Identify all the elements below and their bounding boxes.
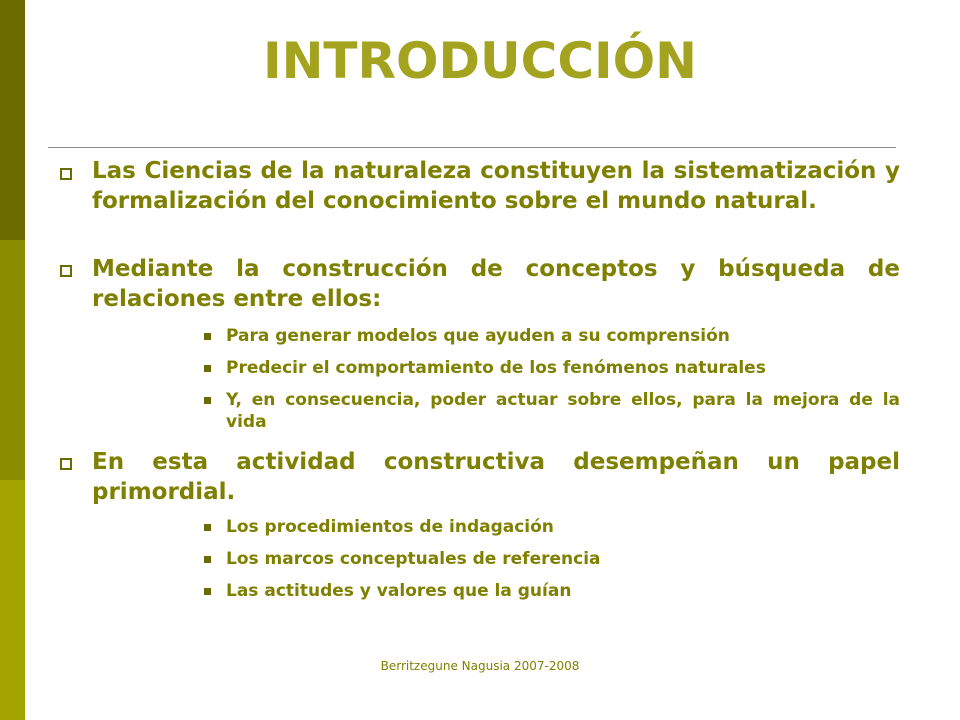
sub-bullet-text: Y, en consecuencia, poder actuar sobre ellos, para la mejora de la vida	[226, 390, 900, 432]
hollow-square-bullet-icon	[60, 458, 72, 470]
square-sub-bullet-icon	[204, 397, 211, 404]
sub-bullet-text: Los procedimientos de indagación	[226, 517, 554, 537]
left-accent-band-middle	[0, 240, 25, 480]
bullet-text: En esta actividad constructiva desempeñan un papel primordial.	[92, 449, 900, 505]
bullet-text: Las Ciencias de la naturaleza constituyen la sistematización y formalización del conocimiento sobre el mundo natural.	[92, 158, 900, 214]
square-sub-bullet-icon	[204, 365, 211, 372]
square-sub-bullet-icon	[204, 556, 211, 563]
sub-bullet-text: Predecir el comportamiento de los fenómenos naturales	[226, 358, 766, 378]
hollow-square-bullet-icon	[60, 168, 72, 180]
sub-bullet-text: Las actitudes y valores que la guían	[226, 581, 572, 601]
hollow-square-bullet-icon	[60, 265, 72, 277]
square-sub-bullet-icon	[204, 333, 211, 340]
bullet-text: Mediante la construcción de conceptos y búsqueda de relaciones entre ellos:	[92, 256, 900, 312]
sub-bullet-text: Los marcos conceptuales de referencia	[226, 549, 601, 569]
square-sub-bullet-icon	[204, 588, 211, 595]
left-accent-band-bottom	[0, 480, 25, 720]
title-divider	[48, 147, 896, 148]
left-accent-band-top	[0, 0, 25, 240]
slide-footer: Berritzegune Nagusia 2007-2008	[380, 659, 580, 673]
square-sub-bullet-icon	[204, 524, 211, 531]
sub-bullet-text: Para generar modelos que ayuden a su comprensión	[226, 326, 730, 346]
slide-title: INTRODUCCIÓN	[262, 32, 697, 90]
